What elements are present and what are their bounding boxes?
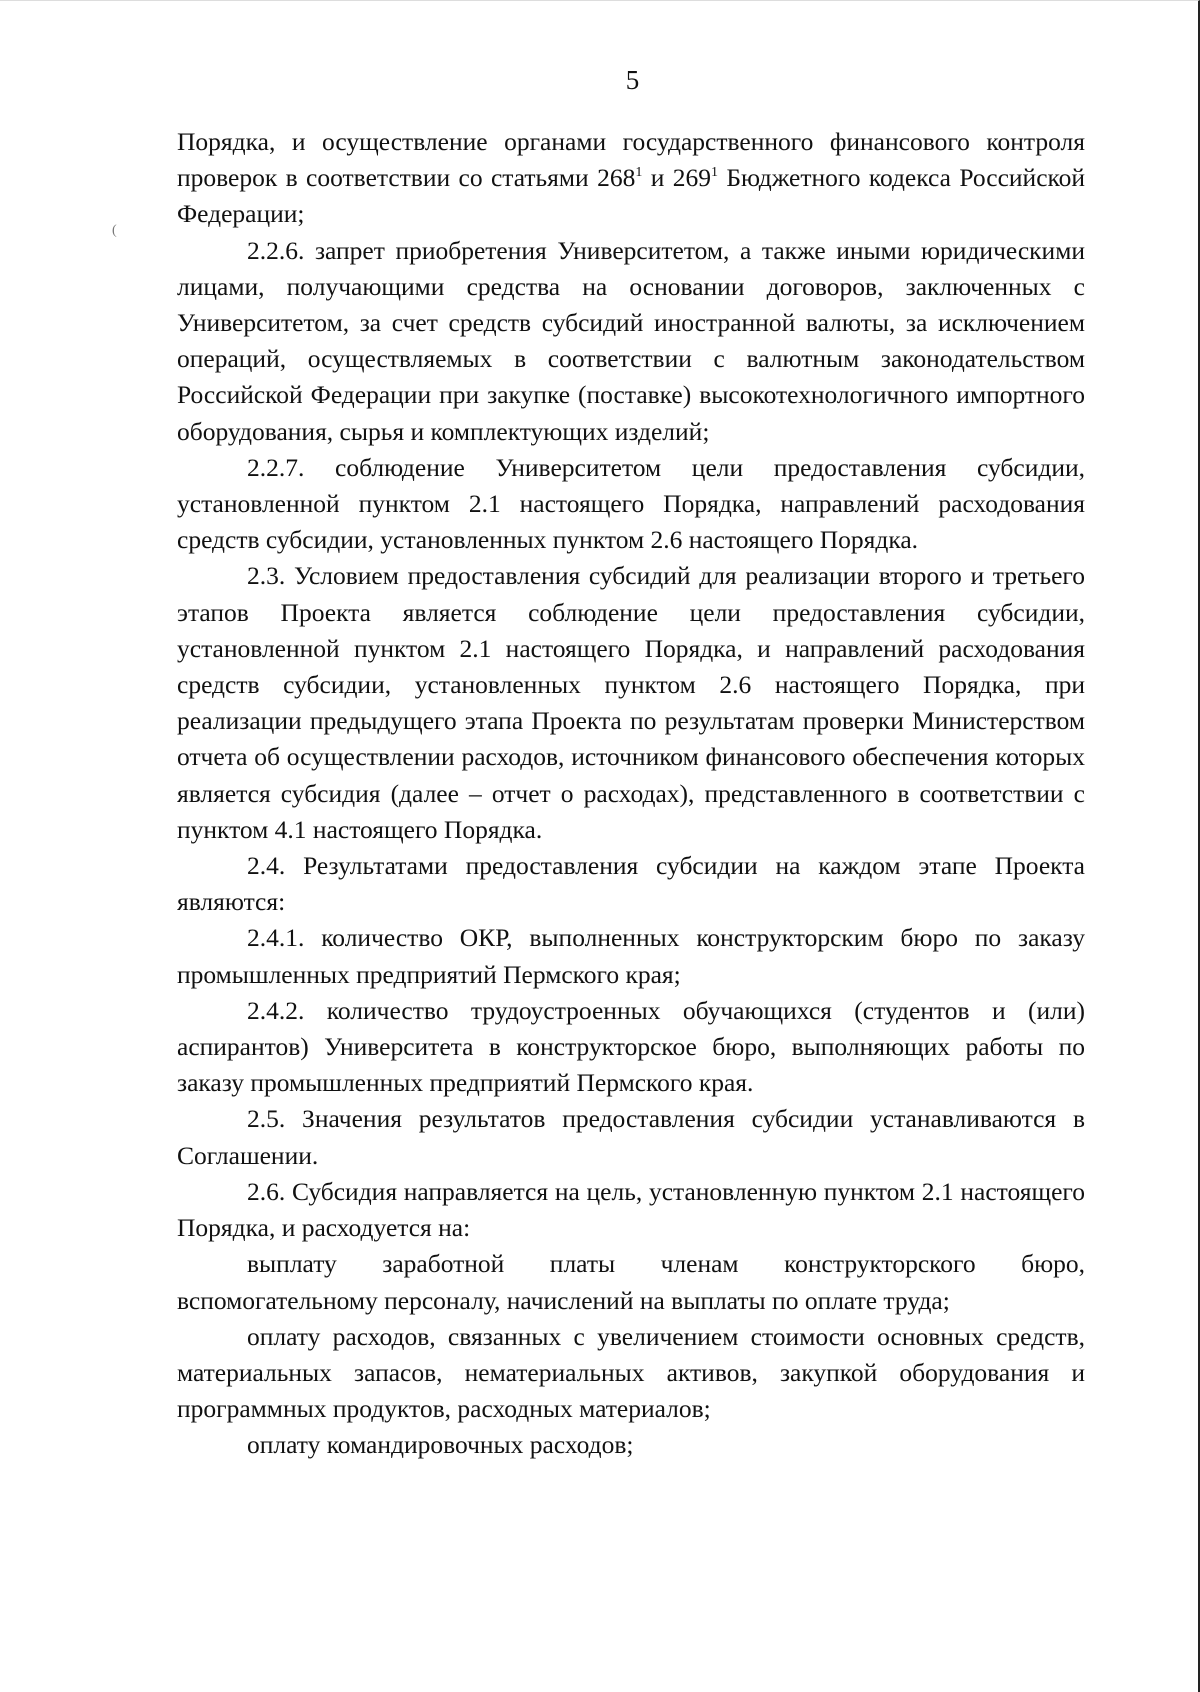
list-item-salary: выплату заработной платы членам конструкторского бюро, вспомогательному персоналу, начислений на выплаты по оплате труда; bbox=[177, 1249, 1085, 1315]
paragraph-2-6: 2.6. Субсидия направляется на цель, установленную пунктом 2.1 настоящего Порядка, и расходуется на: bbox=[177, 1176, 1085, 1243]
list-item-travel: оплату командировочных расходов; bbox=[247, 1430, 634, 1460]
paragraph-2-4-1: 2.4.1. количество ОКР, выполненных конструкторским бюро по заказу промышленных предприятий Пермского края; bbox=[177, 923, 1085, 989]
document-body bbox=[177, 124, 1085, 1464]
scan-speck: ( bbox=[112, 223, 117, 238]
paragraph-continuation: Порядка, и осуществление органами государственного финансового контроля проверок в соответствии со статьями $268^1$ и $269^1$ Бюджетного кодекса Российской Федерации; bbox=[177, 127, 1086, 229]
paragraph-2-2-7: 2.2.7. соблюдение Университетом цели предоставления субсидии, установленной пунктом 2.1 настоящего Порядка, направлений расходования средств субсидии, установленных пунктом 2.6 настоящего Порядка. bbox=[177, 452, 1085, 555]
superscript: 1 bbox=[711, 165, 718, 181]
paragraph-2-3: 2.3. Условием предоставления субсидий для реализации второго и третьего этапов Проекта является соблюдение цели предоставления субсидии, установленной пунктом 2.1 настоящего Порядка, и направлений расходования средств субсидии, установленных пунктом 2.6 настоящего Порядка, при реализации предыдущего этапа Проекта по результатам проверки Министерством отчета об осуществлении расходов, источником финансового обеспечения которых является субсидия (далее – отчет о расходах), представленного в соответствии с пунктом 4.1 настоящего Порядка. bbox=[177, 561, 1085, 844]
paragraph-2-5: 2.5. Значения результатов предоставления субсидии устанавливаются в Соглашении. bbox=[177, 1104, 1085, 1170]
list-item-assets: оплату расходов, связанных с увеличением стоимости основных средств, материальных запасов, нематериальных активов, закупкой оборудования и программных продуктов, расходных материалов; bbox=[177, 1321, 1085, 1424]
paragraph-2-2-6: 2.2.6. запрет приобретения Университетом, а также иными юридическими лицами, получающими средства на основании договоров, заключенных с Университетом, за счет средств субсидий иностранной валюты, за исключением операций, осуществляемых в соответствии с валютным законодательством Российской Федерации при закупке (поставке) высокотехнологичного импортного оборудования, сырья и комплектующих изделий; bbox=[177, 235, 1085, 446]
page-number: 5 bbox=[625, 65, 640, 95]
superscript: 1 bbox=[635, 165, 643, 181]
paragraph-2-4: 2.4. Результатами предоставления субсидии на каждом этапе Проекта являются: bbox=[177, 851, 1085, 917]
paragraph-2-4-2: 2.4.2. количество трудоустроенных обучающихся (студентов и (или) аспирантов) Университета в конструкторское бюро, выполняющих работы по заказу промышленных предприятий Пермского края. bbox=[177, 995, 1085, 1098]
